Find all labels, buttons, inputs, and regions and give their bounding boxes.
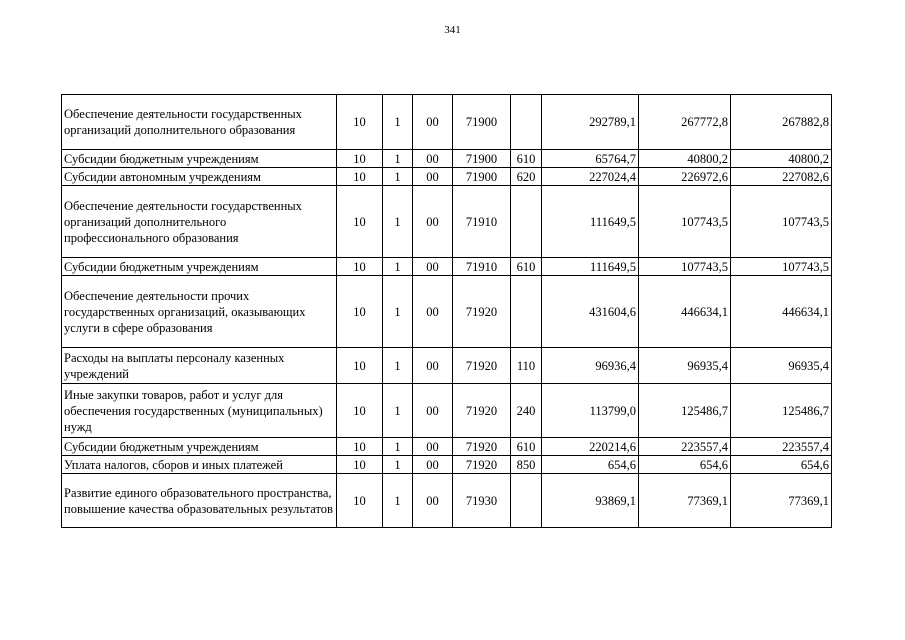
row-name-cell: Уплата налогов, сборов и иных платежей: [62, 456, 337, 474]
table-row: [62, 258, 832, 276]
target-article-code-cell: 71920: [453, 276, 511, 348]
section-code-cell: 10: [337, 258, 383, 276]
amount-year1-cell: 220214,6: [542, 438, 639, 456]
amount-year3-cell: 223557,4: [731, 438, 832, 456]
row-name-cell: Обеспечение деятельности прочих государственных организаций, оказывающих услуги в сфере образования: [62, 276, 337, 348]
amount-year1-cell: 96936,4: [542, 348, 639, 384]
section-code-cell: 10: [337, 438, 383, 456]
expense-type-code-cell: 610: [511, 150, 542, 168]
section-code-cell: 10: [337, 384, 383, 438]
program-code-cell: 00: [413, 276, 453, 348]
section-code-cell: 10: [337, 186, 383, 258]
amount-year2-cell: 125486,7: [639, 384, 731, 438]
expense-type-code-cell: 610: [511, 438, 542, 456]
amount-year1-cell: 431604,6: [542, 276, 639, 348]
row-name-cell: Субсидии автономным учреждениям: [62, 168, 337, 186]
target-article-code-cell: 71930: [453, 474, 511, 528]
subsection-code-cell: 1: [383, 384, 413, 438]
subsection-code-cell: 1: [383, 474, 413, 528]
table-row: [62, 186, 832, 258]
table-row: [62, 168, 832, 186]
table-row: [62, 95, 832, 150]
table-row: [62, 438, 832, 456]
section-code-cell: 10: [337, 150, 383, 168]
amount-year2-cell: 654,6: [639, 456, 731, 474]
amount-year3-cell: 107743,5: [731, 258, 832, 276]
amount-year3-cell: 654,6: [731, 456, 832, 474]
section-code-cell: 10: [337, 456, 383, 474]
expense-type-code-cell: [511, 95, 542, 150]
row-name-cell: Расходы на выплаты персоналу казенных учреждений: [62, 348, 337, 384]
amount-year3-cell: 77369,1: [731, 474, 832, 528]
section-code-cell: 10: [337, 276, 383, 348]
subsection-code-cell: 1: [383, 168, 413, 186]
subsection-code-cell: 1: [383, 258, 413, 276]
expense-type-code-cell: [511, 474, 542, 528]
amount-year3-cell: 125486,7: [731, 384, 832, 438]
target-article-code-cell: 71900: [453, 168, 511, 186]
page-number: 341: [444, 24, 461, 36]
program-code-cell: 00: [413, 456, 453, 474]
expense-type-code-cell: [511, 276, 542, 348]
amount-year1-cell: 93869,1: [542, 474, 639, 528]
row-name-cell: Иные закупки товаров, работ и услуг для обеспечения государственных (муниципальных) нужд: [62, 384, 337, 438]
amount-year3-cell: 227082,6: [731, 168, 832, 186]
row-name-cell: Субсидии бюджетным учреждениям: [62, 258, 337, 276]
subsection-code-cell: 1: [383, 456, 413, 474]
expense-type-code-cell: 110: [511, 348, 542, 384]
table-row: [62, 474, 832, 528]
amount-year2-cell: 40800,2: [639, 150, 731, 168]
section-code-cell: 10: [337, 348, 383, 384]
amount-year2-cell: 446634,1: [639, 276, 731, 348]
table-row: [62, 456, 832, 474]
target-article-code-cell: 71910: [453, 258, 511, 276]
row-name-cell: Развитие единого образовательного пространства, повышение качества образовательных результатов: [62, 474, 337, 528]
budget-table: [61, 94, 832, 528]
program-code-cell: 00: [413, 95, 453, 150]
program-code-cell: 00: [413, 150, 453, 168]
program-code-cell: 00: [413, 474, 453, 528]
program-code-cell: 00: [413, 186, 453, 258]
subsection-code-cell: 1: [383, 150, 413, 168]
subsection-code-cell: 1: [383, 186, 413, 258]
amount-year1-cell: 227024,4: [542, 168, 639, 186]
amount-year2-cell: 107743,5: [639, 258, 731, 276]
program-code-cell: 00: [413, 168, 453, 186]
amount-year1-cell: 65764,7: [542, 150, 639, 168]
amount-year3-cell: 107743,5: [731, 186, 832, 258]
subsection-code-cell: 1: [383, 348, 413, 384]
expense-type-code-cell: 610: [511, 258, 542, 276]
amount-year1-cell: 654,6: [542, 456, 639, 474]
table-body: [62, 95, 832, 528]
program-code-cell: 00: [413, 438, 453, 456]
target-article-code-cell: 71920: [453, 438, 511, 456]
row-name-cell: Обеспечение деятельности государственных организаций дополнительного профессионального образования: [62, 186, 337, 258]
expense-type-code-cell: 620: [511, 168, 542, 186]
section-code-cell: 10: [337, 95, 383, 150]
section-code-cell: 10: [337, 474, 383, 528]
table-row: [62, 384, 832, 438]
amount-year3-cell: 267882,8: [731, 95, 832, 150]
subsection-code-cell: 1: [383, 276, 413, 348]
amount-year1-cell: 111649,5: [542, 186, 639, 258]
amount-year3-cell: 446634,1: [731, 276, 832, 348]
section-code-cell: 10: [337, 168, 383, 186]
target-article-code-cell: 71910: [453, 186, 511, 258]
amount-year2-cell: 226972,6: [639, 168, 731, 186]
table-row: [62, 150, 832, 168]
table-row: [62, 348, 832, 384]
subsection-code-cell: 1: [383, 95, 413, 150]
amount-year2-cell: 96935,4: [639, 348, 731, 384]
table-row: [62, 276, 832, 348]
amount-year2-cell: 77369,1: [639, 474, 731, 528]
program-code-cell: 00: [413, 348, 453, 384]
amount-year1-cell: 111649,5: [542, 258, 639, 276]
amount-year2-cell: 267772,8: [639, 95, 731, 150]
expense-type-code-cell: [511, 186, 542, 258]
amount-year3-cell: 96935,4: [731, 348, 832, 384]
target-article-code-cell: 71920: [453, 348, 511, 384]
target-article-code-cell: 71920: [453, 384, 511, 438]
expense-type-code-cell: 240: [511, 384, 542, 438]
amount-year2-cell: 223557,4: [639, 438, 731, 456]
expense-type-code-cell: 850: [511, 456, 542, 474]
subsection-code-cell: 1: [383, 438, 413, 456]
row-name-cell: Обеспечение деятельности государственных организаций дополнительного образования: [62, 95, 337, 150]
program-code-cell: 00: [413, 258, 453, 276]
target-article-code-cell: 71900: [453, 150, 511, 168]
amount-year3-cell: 40800,2: [731, 150, 832, 168]
program-code-cell: 00: [413, 384, 453, 438]
amount-year1-cell: 292789,1: [542, 95, 639, 150]
amount-year2-cell: 107743,5: [639, 186, 731, 258]
row-name-cell: Субсидии бюджетным учреждениям: [62, 150, 337, 168]
row-name-cell: Субсидии бюджетным учреждениям: [62, 438, 337, 456]
amount-year1-cell: 113799,0: [542, 384, 639, 438]
target-article-code-cell: 71920: [453, 456, 511, 474]
target-article-code-cell: 71900: [453, 95, 511, 150]
